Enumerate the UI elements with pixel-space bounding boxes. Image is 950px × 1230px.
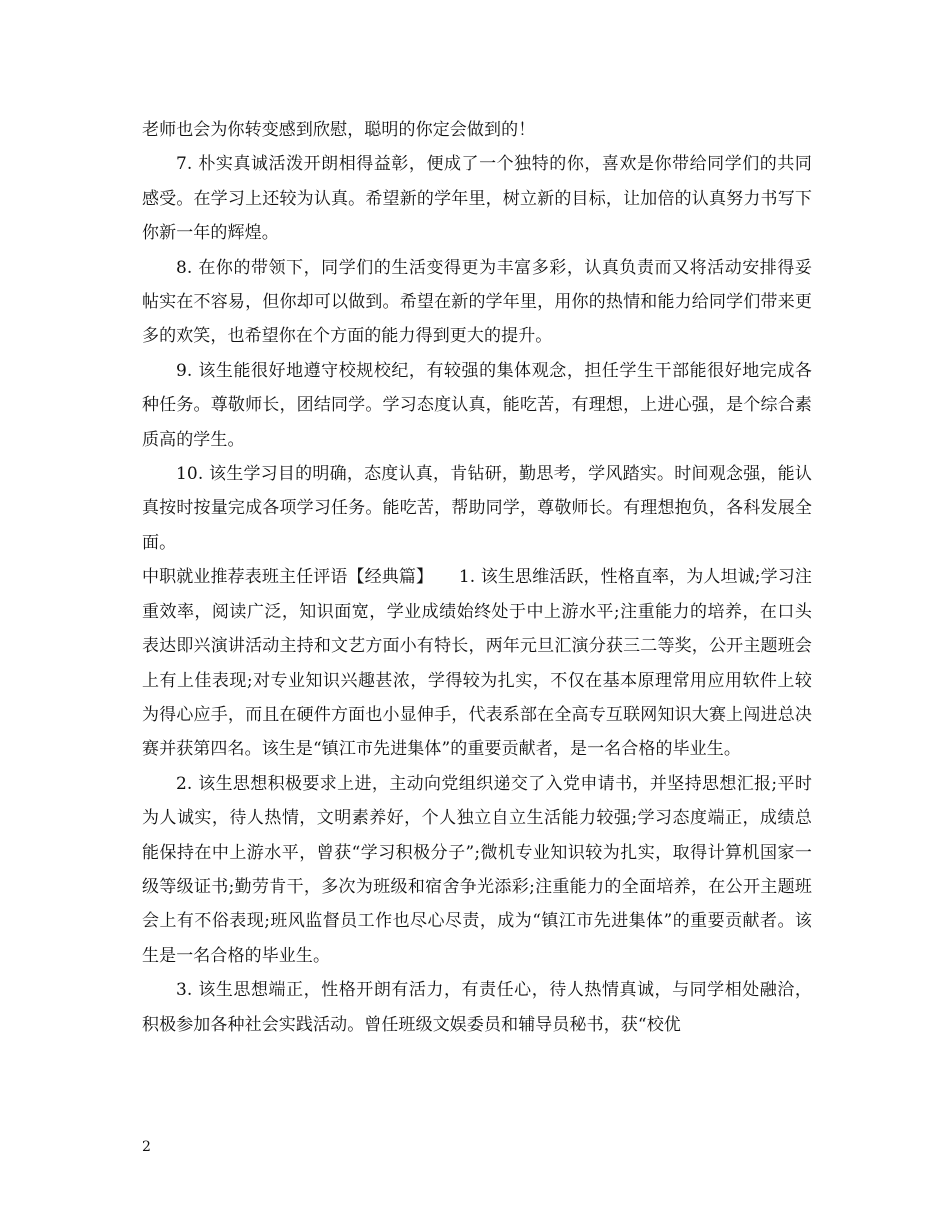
paragraph-classic-2: 2. 该生思想积极要求上进，主动向党组织递交了入党申请书，并坚持思想汇报;平时为人诚实，待人热情，文明素养好，个人独立自立生活能力较强;学习态度端正，成绩总能保持在中上游水平，曾获“学习积极分子”;微机专业知识较为扎实，取得计算机国家一级等级证书;勤劳肯干，多次为班级和宿舍争光添彩;注重能力的全面培养，在公开主题班会上有不俗表现;班风监督员工作也尽心尽责，成为“镇江市先进集体”的重要贡献者。该生是一名合格的毕业生。	[142, 773, 812, 966]
page-number: 2	[142, 1139, 151, 1155]
paragraph-comment-9: 9. 该生能很好地遵守校规校纪，有较强的集体观念，担任学生干部能很好地完成各种任务。尊敬师长，团结同学。学习态度认真，能吃苦，有理想，上进心强，是个综合素质高的学生。	[142, 360, 812, 450]
paragraph-classic-section-1: 中职就业推荐表班主任评语【经典篇】 1. 该生思维活跃，性格直率，为人坦诚;学习注重效率，阅读广泛，知识面宽，学业成绩始终处于中上游水平;注重能力的培养，在口头表达即兴演讲活动主持和文艺方面小有特长，两年元旦汇演分获三二等奖，公开主题班会上有上佳表现;对专业知识兴趣甚浓，学得较为扎实，不仅在基本原理常用应用软件上较为得心应手，而且在硬件方面也小显伸手，代表系部在全高专互联网知识大赛上闯进总决赛并获第四名。该生是“镇江市先进集体”的重要贡献者，是一名合格的毕业生。	[142, 567, 812, 760]
paragraph-comment-7: 7. 朴实真诚活泼开朗相得益彰，便成了一个独特的你，喜欢是你带给同学们的共同感受。在学习上还较为认真。希望新的学年里，树立新的目标，让加倍的认真努力书写下你新一年的辉煌。	[142, 154, 812, 244]
paragraph-classic-3: 3. 该生思想端正，性格开朗有活力，有责任心，待人热情真诚，与同学相处融洽，积极参加各种社会实践活动。曾任班级文娱委员和辅导员秘书，获“校优	[142, 980, 812, 1035]
body-text	[142, 113, 812, 1042]
paragraph-intro: 老师也会为你转变感到欣慰，聪明的你定会做到的！	[142, 120, 536, 140]
paragraph-comment-10: 10. 该生学习目的明确，态度认真，肯钻研，勤思考，学风踏实。时间观念强，能认真按时按量完成各项学习任务。能吃苦，帮助同学，尊敬师长。有理想抱负，各科发展全面。	[142, 464, 812, 553]
paragraph-comment-8: 8. 在你的带领下，同学们的生活变得更为丰富多彩，认真负责而又将活动安排得妥帖实在不容易，但你却可以做到。希望在新的学年里，用你的热情和能力给同学们带来更多的欢笑，也希望你在个方面的能力得到更大的提升。	[142, 257, 812, 347]
